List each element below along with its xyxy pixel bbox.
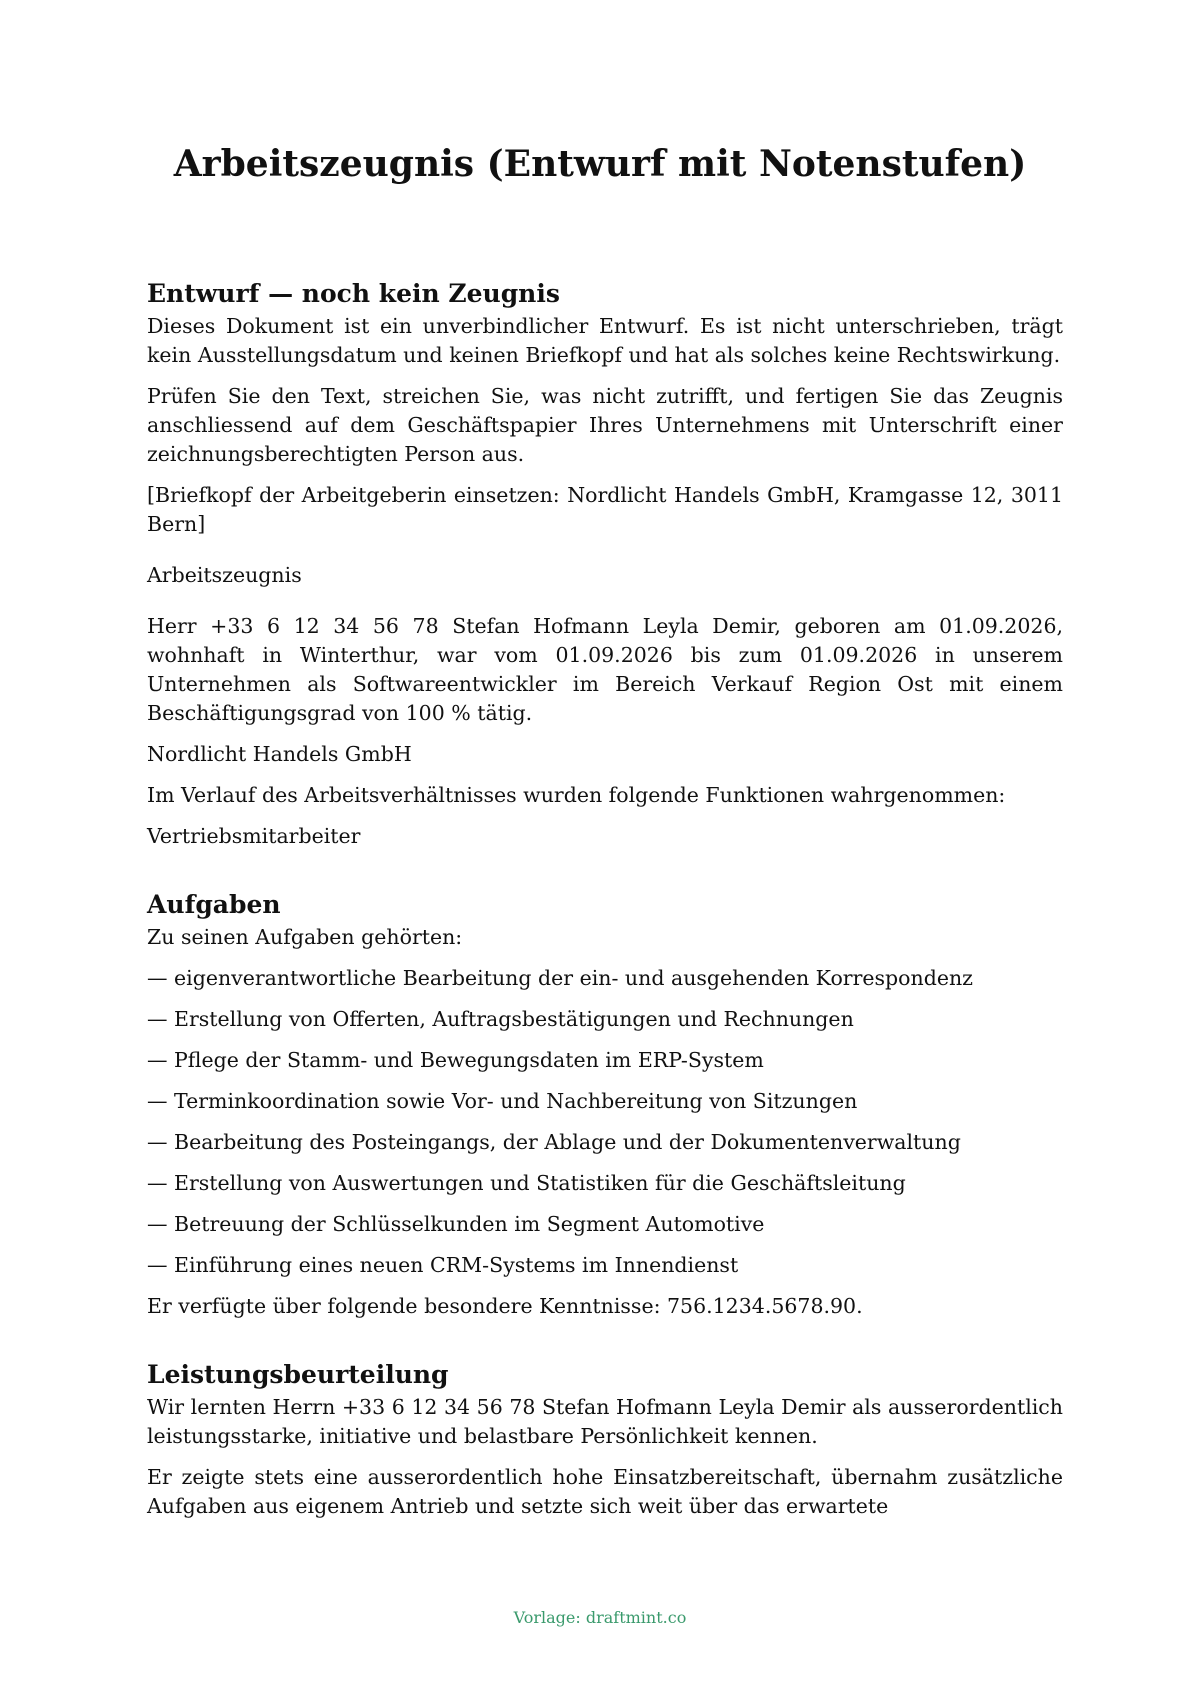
spacer [147,551,1063,561]
tasks-heading: Aufgaben [147,890,281,919]
intro-paragraph: Herr +33 6 12 34 56 78 Stefan Hofmann Leyla Demir, geboren am 01.09.2026, wohnhaft in Winterthur, war vom 01.09.2026 bis zum 01.09.2026 in unserem Unternehmen als Softwareentwickler im Bereich Verkauf Region Ost mit einem Beschäftigungsgrad von 100 % tätig. [147,614,1063,725]
tasks-intro: Zu seinen Aufgaben gehörten: [147,925,463,949]
spacer [147,1333,1063,1359]
company-name: Nordlicht Handels GmbH [147,742,412,766]
task-item: — Einführung eines neuen CRM-Systems im Innendienst [147,1253,739,1277]
draft-paragraph-2: Prüfen Sie den Text, streichen Sie, was nicht zutrifft, und fertigen Sie das Zeugnis anschliessend auf dem Geschäftspapier Ihres Unternehmens mit Unterschrift einer zeichnungsberechtigten Person aus. [147,384,1063,466]
draft-heading: Entwurf — noch kein Zeugnis [147,279,560,308]
performance-paragraph-2: Er zeigte stets eine ausserordentlich hohe Einsatzbereitschaft, übernahm zusätzliche Aufgaben aus eigenem Antrieb und setzte sich weit über das erwartete [147,1465,1063,1518]
spacer [147,863,1063,889]
performance-paragraph-1: Wir lernten Herrn +33 6 12 34 56 78 Stefan Hofmann Leyla Demir als ausserordentlich leistungsstarke, initiative und belastbare Persönlichkeit kennen. [147,1395,1063,1448]
functions-intro: Im Verlauf des Arbeitsverhältnisses wurden folgende Funktionen wahrgenommen: [147,783,1006,807]
document-body [147,278,1063,1533]
performance-heading: Leistungsbeurteilung [147,1360,449,1389]
function-title: Vertriebsmitarbeiter [147,824,361,848]
task-item: — Erstellung von Auswertungen und Statistiken für die Geschäftsleitung [147,1171,906,1195]
task-item: — Betreuung der Schlüsselkunden im Segment Automotive [147,1212,765,1236]
task-item: — eigenverantwortliche Bearbeitung der ein- und ausgehenden Korrespondenz [147,966,973,990]
knowledge-paragraph: Er verfügte über folgende besondere Kenntnisse: 756.1234.5678.90. [147,1294,863,1318]
task-item: — Terminkoordination sowie Vor- und Nachbereitung von Sitzungen [147,1089,858,1113]
task-item: — Bearbeitung des Posteingangs, der Ablage und der Dokumentenverwaltung [147,1130,961,1154]
draft-paragraph-1: Dieses Dokument ist ein unverbindlicher Entwurf. Es ist nicht unterschrieben, trägt kein Ausstellungsdatum und keinen Briefkopf und hat als solches keine Rechtswirkung. [147,314,1063,367]
task-item: — Erstellung von Offerten, Auftragsbestätigungen und Rechnungen [147,1007,854,1031]
letterhead-placeholder: [Briefkopf der Arbeitgeberin einsetzen: Nordlicht Handels GmbH, Kramgasse 12, 3011 Bern] [147,483,1063,536]
document-label: Arbeitszeugnis [147,563,302,587]
spacer [147,602,1063,612]
document-title: Arbeitszeugnis (Entwurf mit Notenstufen) [173,143,1027,185]
template-source-footer: Vorlage: draftmint.co [513,1608,687,1627]
task-item: — Pflege der Stamm- und Bewegungsdaten im ERP-System [147,1048,764,1072]
